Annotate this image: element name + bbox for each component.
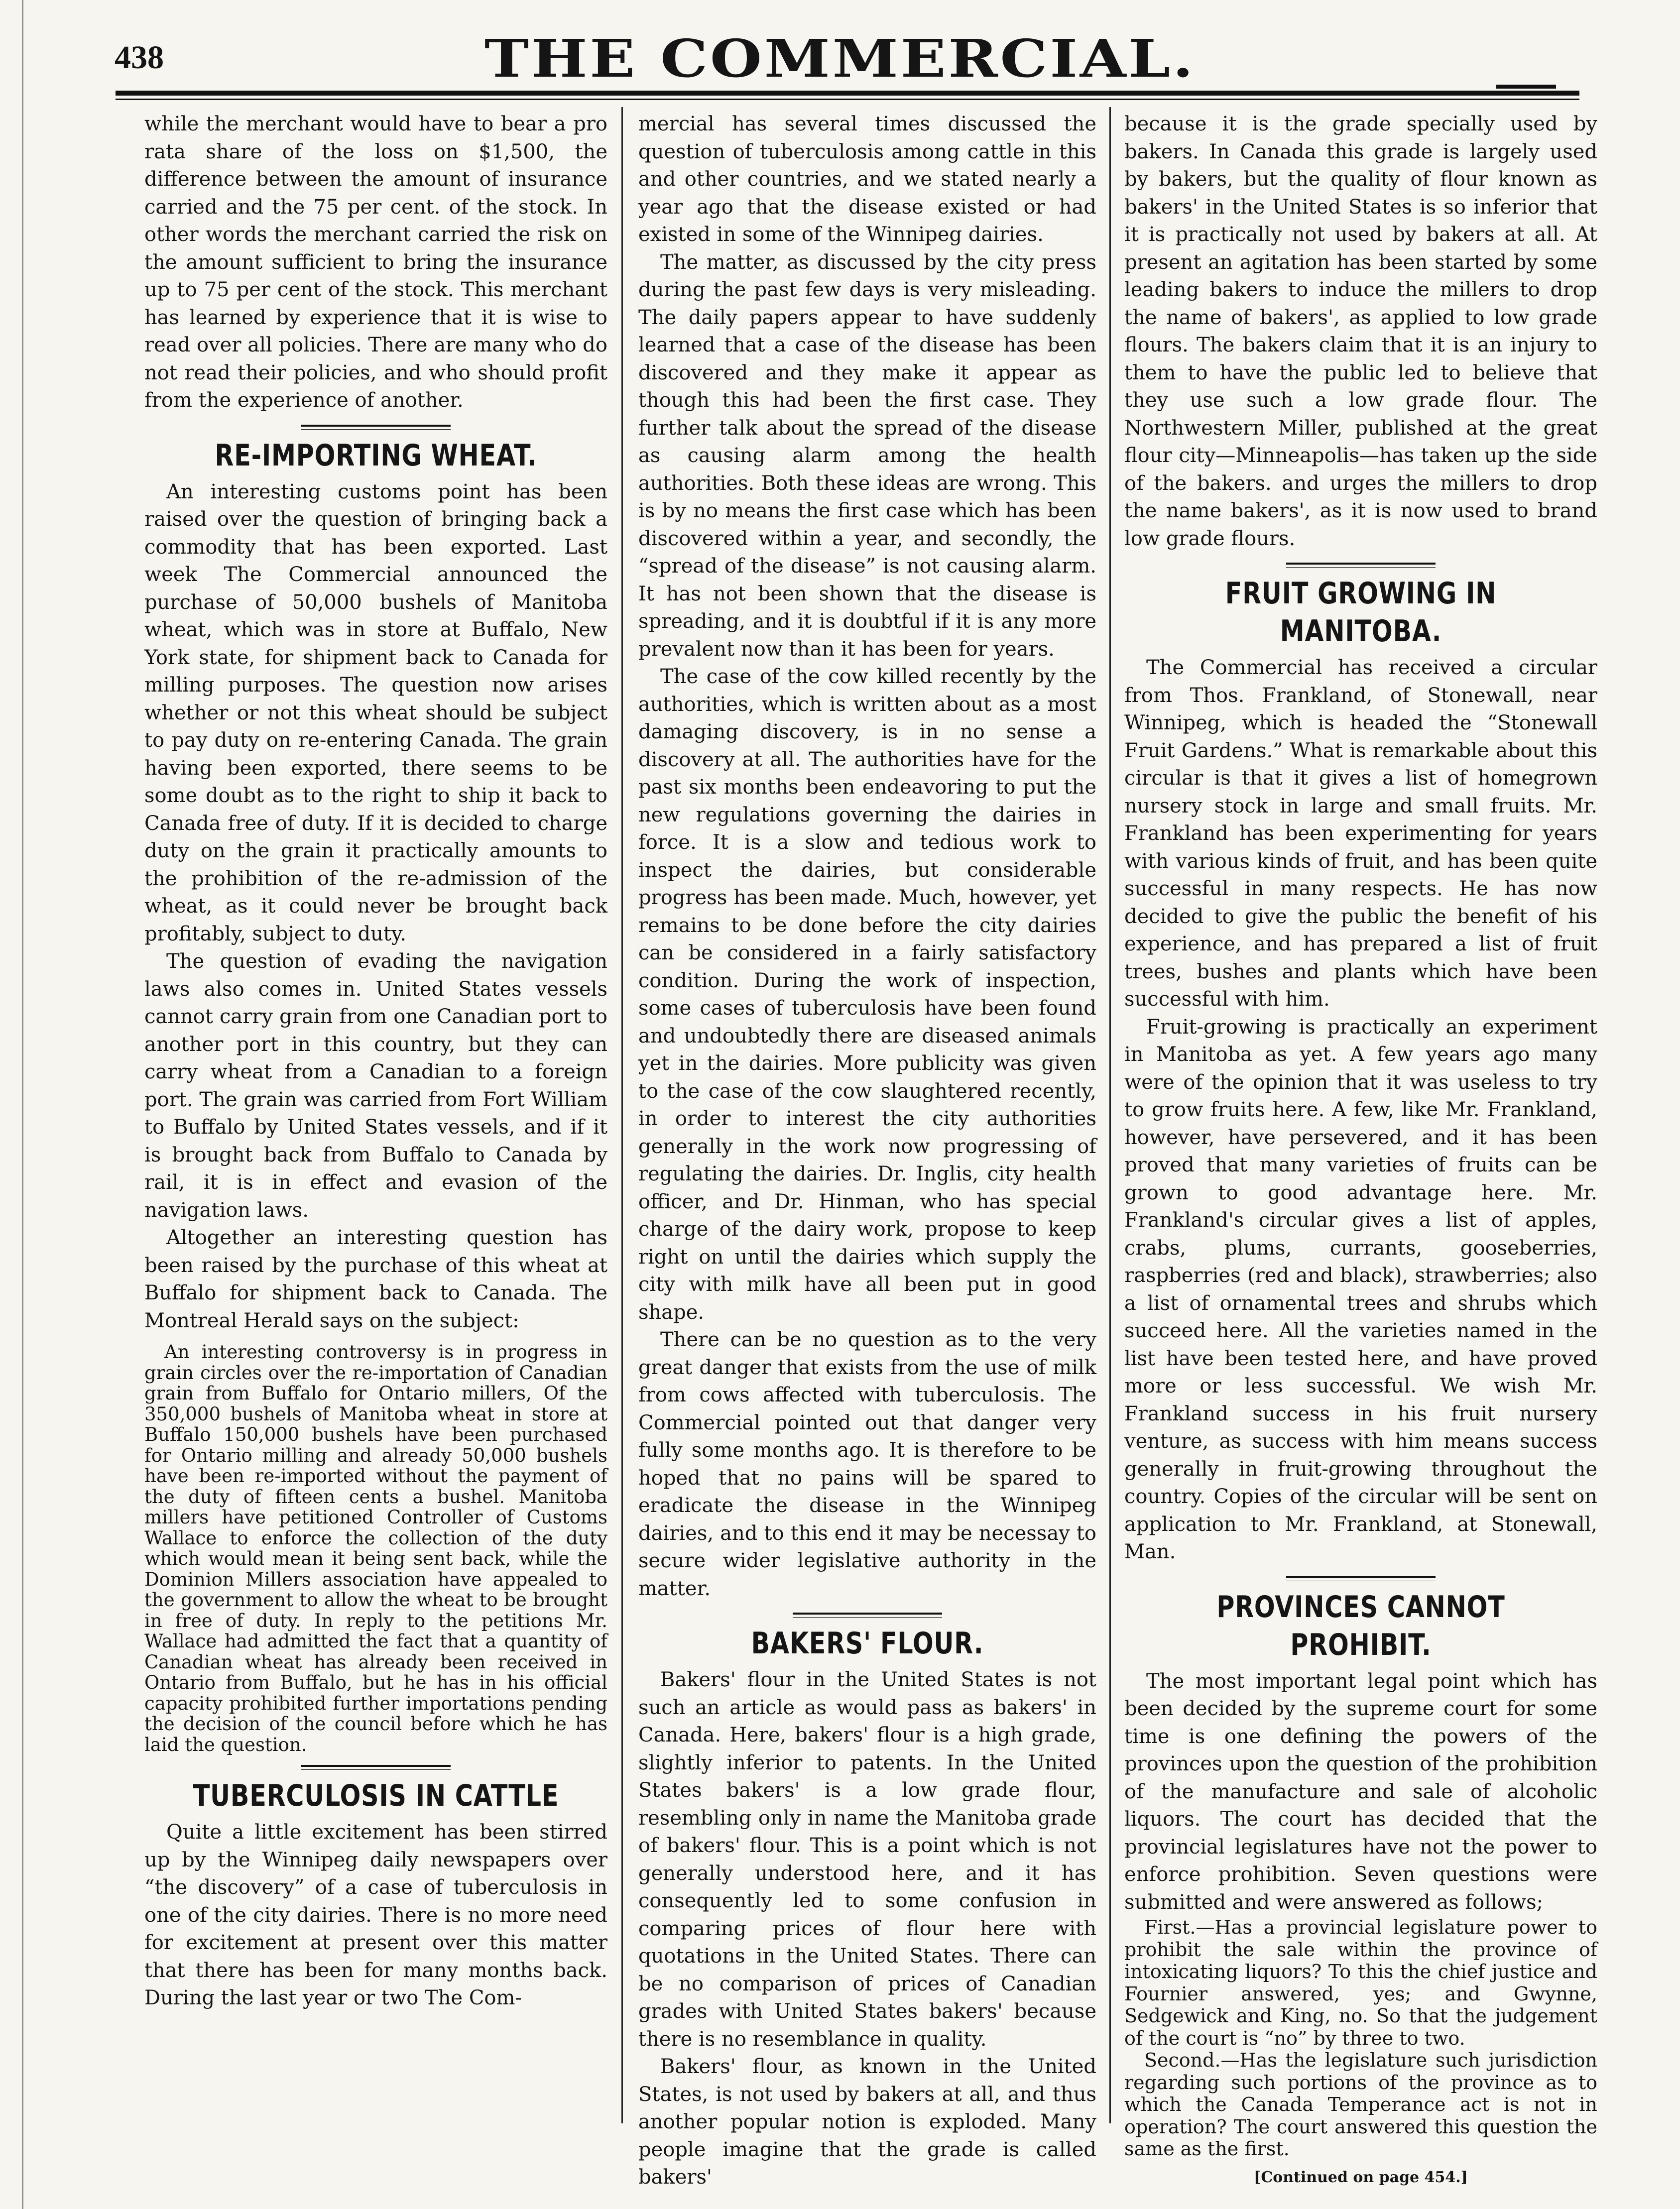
masthead-rule-ornament [1496,85,1556,89]
column-1 [144,111,607,2012]
column-2 [638,111,1096,2192]
article-paragraph: mercial has several times discussed the question of tuberculosis among cattle in this and other countries, and we stated nearly a year ago that the disease existed or had existed in some of the Winnipeg dairies. [638,113,1096,246]
masthead-rule-thin [116,99,1579,100]
scan-edge-line [22,0,23,2209]
section-rule [793,1613,942,1618]
section-rule [1286,563,1436,568]
article-paragraph: Altogether an interesting question has been raised by the purchase of this wheat at Buffalo for shipment back to Canada. The Montreal Herald says on the subject: [144,1226,607,1332]
section-rule [301,425,451,430]
question-second: Second.—Has the legislature such jurisdiction regarding such portions of the province as to which the Canada Temperance act is not in operation? The court answered this question the same as the first. [1124,2049,1597,2160]
column-divider-1 [621,107,623,2123]
section-rule [1286,1576,1436,1581]
headline-fruit-growing-in-manitoba: FRUIT GROWING IN MANITOBA. [1225,576,1497,649]
court-questions [1124,1916,1597,2160]
article-paragraph: because it is the grade specially used by bakers. In Canada this grade is largely used by bakers, but the quality of flour known as bakers' in the United States is so inferior that it is practically not used by bakers at all. At present an agitation has been started by some leading bakers to induce the millers to drop the name of bakers', as applied to low grade flours. The bakers claim that it is an injury to them to have the public led to believe that they use such a low grade flour. The Northwestern Miller, published at the great flour city—Minneapolis—has taken up the side of the bakers. and urges the millers to drop the name bakers', as it is now used to brand low grade flours. [1124,113,1597,550]
article-paragraph: Bakers' flour in the United States is not such an article as would pass as bakers' in Canada. Here, bakers' flour is a high grade, slightly inferior to patents. In the United States bakers' is a low grade flour, resembling only in name the Manitoba grade of bakers' flour. This is a point which is not generally understood here, and it has consequently led to some confusion in comparing prices of flour here with quotations in the United States. There can be no comparison of prices of Canadian grades with United States bakers' because there is no resemblance in quality. [638,1668,1096,2051]
article-paragraph: Fruit-growing is practically an experiment in Manitoba as yet. A few years ago many were of the opinion that it was useless to try to grow fruits here. A few, like Mr. Frankland, however, have persevered, and it has been proved that many varieties of fruits can be grown to good advantage here. Mr. Frankland's circular gives a list of apples, crabs, plums, currants, gooseberries, raspberries (red and black), strawberries; also a list of ornamental trees and shrubs which succeed here. All the varieties named in the list have been tested here, and have proved more or less successful. We wish Mr. Frankland success in his fruit nursery venture, as success with him means success generally in fruit-growing throughout the country. Copies of the circular will be sent on application to Mr. Frankland, at Stonewall, Man. [1124,1015,1597,1563]
page-number: 438 [115,39,164,76]
article-paragraph: Quite a little excitement has been stirred up by the Winnipeg daily newspapers over “the discovery” of a case of tuberculosis in one of the city dairies. There is no more need for excitement at present over this matter that there has been for many months back. During the last year or two The Com- [144,1821,607,2009]
headline-bakers-flour: BAKERS' FLOUR. [751,1626,984,1661]
headline-tuberculosis-in-cattle: TUBERCULOSIS IN CATTLE [193,1778,559,1813]
article-paragraph: The question of evading the navigation laws also comes in. United States vessels cannot carry grain from one Canadian port to another port in this country, but they can carry wheat from a Canadian to a foreign port. The grain was carried from Fort William to Buffalo by United States vessels, and if it is brought back from Buffalo to Canada by rail, it is in effect and evasion of the navigation laws. [144,950,607,1222]
section-rule [301,1765,451,1770]
article-paragraph: The most important legal point which has been decided by the supreme court for some time is one defining the powers of the provinces upon the question of the prohibition of the manufacture and sale of alcoholic liquors. The court has decided that the provincial legislatures have not the power to enforce prohibition. Seven questions were submitted and were answered as follows; [1124,1669,1597,1914]
article-paragraph: The matter, as discussed by the city press during the past few days is very misleading. The daily papers appear to have suddenly learned that a case of the disease has been discovered and they make it appear as though this had been the first case. They further talk about the spread of the disease as causing alarm among the health authorities. Both these ideas are wrong. This is by no means the first case which has been discovered within a year, and secondly, the “spread of the disease” is not causing alarm. It has not been shown that the disease is spreading, and it is doubtful if it is any more prevalent now than it has been for years. [638,250,1096,661]
question-first: First.—Has a provincial legislature power to prohibit the sale within the province of intoxicating liquors? To this the chief justice and Fournier answered, yes; and Gwynne, Sedgewick and King, no. So that the judgement of the court is “no” by three to two. [1124,1916,1597,2049]
article-paragraph: Bakers' flour, as known in the United States, is not used by bakers at all, and thus another popular notion is exploded. Many people imagine that the grade is called bakers' [638,2055,1096,2189]
quote-paragraph: An interesting controversy is in progress in grain circles over the re-importation of Canadian grain from Buffalo for Ontario millers, Of the 350,000 bushels of Manitoba wheat in store at Buffalo 150,000 bushels have been purchased for Ontario milling and already 50,000 bushels have been re-imported without the payment of the duty of fifteen cents a bushel. Manitoba millers have petitioned Controller of Customs Wallace to enforce the collection of the duty which would mean it being sent back, while the Dominion Millers association have appealed to the government to allow the wheat to be brought in free of duty. In reply to the petitions Mr. Wallace had admitted the fact that a quantity of Canadian wheat has already been received in Ontario from Buffalo, but he has in his official capacity prohibited further importations pending the decision of the council before which he has laid the question. [144,1341,607,1755]
article-paragraph: The case of the cow killed recently by the authorities, which is written about as a most damaging discovery, is in no sense a discovery at all. The authorities have for the past six months been endeavoring to put the new regulations governing the dairies in force. It is a slow and tedious work to inspect the dairies, but considerable progress has been made. Much, however, yet remains to be done before the city dairies can be considered in a fairly satisfactory condition. During the work of inspection, some cases of tuberculosis have been found and undoubtedly there are diseased animals yet in the dairies. More publicity was given to the case of the cow slaughtered recently, in order to interest the city authorities generally in the work now progressing of regulating the dairies. Dr. Inglis, city health officer, and Dr. Hinman, who has special charge of the dairy work, propose to keep right on until the dairies which supply the city with milk have all been put in good shape. [638,665,1096,1324]
article-paragraph: The Commercial has received a circular from Thos. Frankland, of Stonewall, near Winnipeg, which is headed the “Stonewall Fruit Gardens.” What is remarkable about this circular is that it gives a list of homegrown nursery stock in large and small fruits. Mr. Frankland has been experimenting for years with various kinds of fruit, and has been quite successful in many respects. He has now decided to give the public the benefit of his experience, and has prepared a list of fruit trees, bushes and plants which have been successful with him. [1124,656,1597,1011]
quoted-excerpt [144,1342,607,1755]
column-3 [1124,111,1597,2190]
headline-reimporting-wheat: RE-IMPORTING WHEAT. [215,438,537,473]
masthead-title: THE COMMERCIAL. [484,28,1196,89]
article-paragraph: An interesting customs point has been raised over the question of bringing back a commodity that has been exported. Last week The Commercial announced the purchase of 50,000 bushels of Manitoba wheat, which was in store at Buffalo, New York state, for shipment back to Canada for milling purposes. The question now arises whether or not this wheat should be subject to pay duty on re-entering Canada. The grain having been exported, there seems to be some doubt as to the right to ship it back to Canada free of duty. If it is decided to charge duty on the grain it practically amounts to the prohibition of the re-admission of the wheat, as it could never be brought back profitably, subject to duty. [144,480,607,945]
article-paragraph: There can be no question as to the very great danger that exists from the use of milk from cows affected with tuberculosis. The Commercial pointed out that danger very fully some months ago. It is therefore to be hoped that no pains will be spared to eradicate the disease in the Winnipeg dairies, and to this end it may be necessay to secure wider legislative authority in the matter. [638,1328,1096,1600]
masthead-rule-thick [116,91,1579,96]
article-paragraph: while the merchant would have to bear a pro rata share of the loss on $1,500, the difference between the amount of insurance carried and the 75 per cent. of the stock. In other words the merchant carried the risk on the amount sufficient to bring the insurance up to 75 per cent of the stock. This merchant has learned by experience that it is wise to read over all policies. There are many who do not read their policies, and who should profit from the experience of another. [144,113,607,412]
headline-provinces-cannot-prohibit: PROVINCES CANNOT PROHIBIT. [1216,1589,1505,1662]
continued-notice: [Continued on page 454.] [1254,2168,1468,2186]
column-divider-2 [1109,107,1111,2123]
